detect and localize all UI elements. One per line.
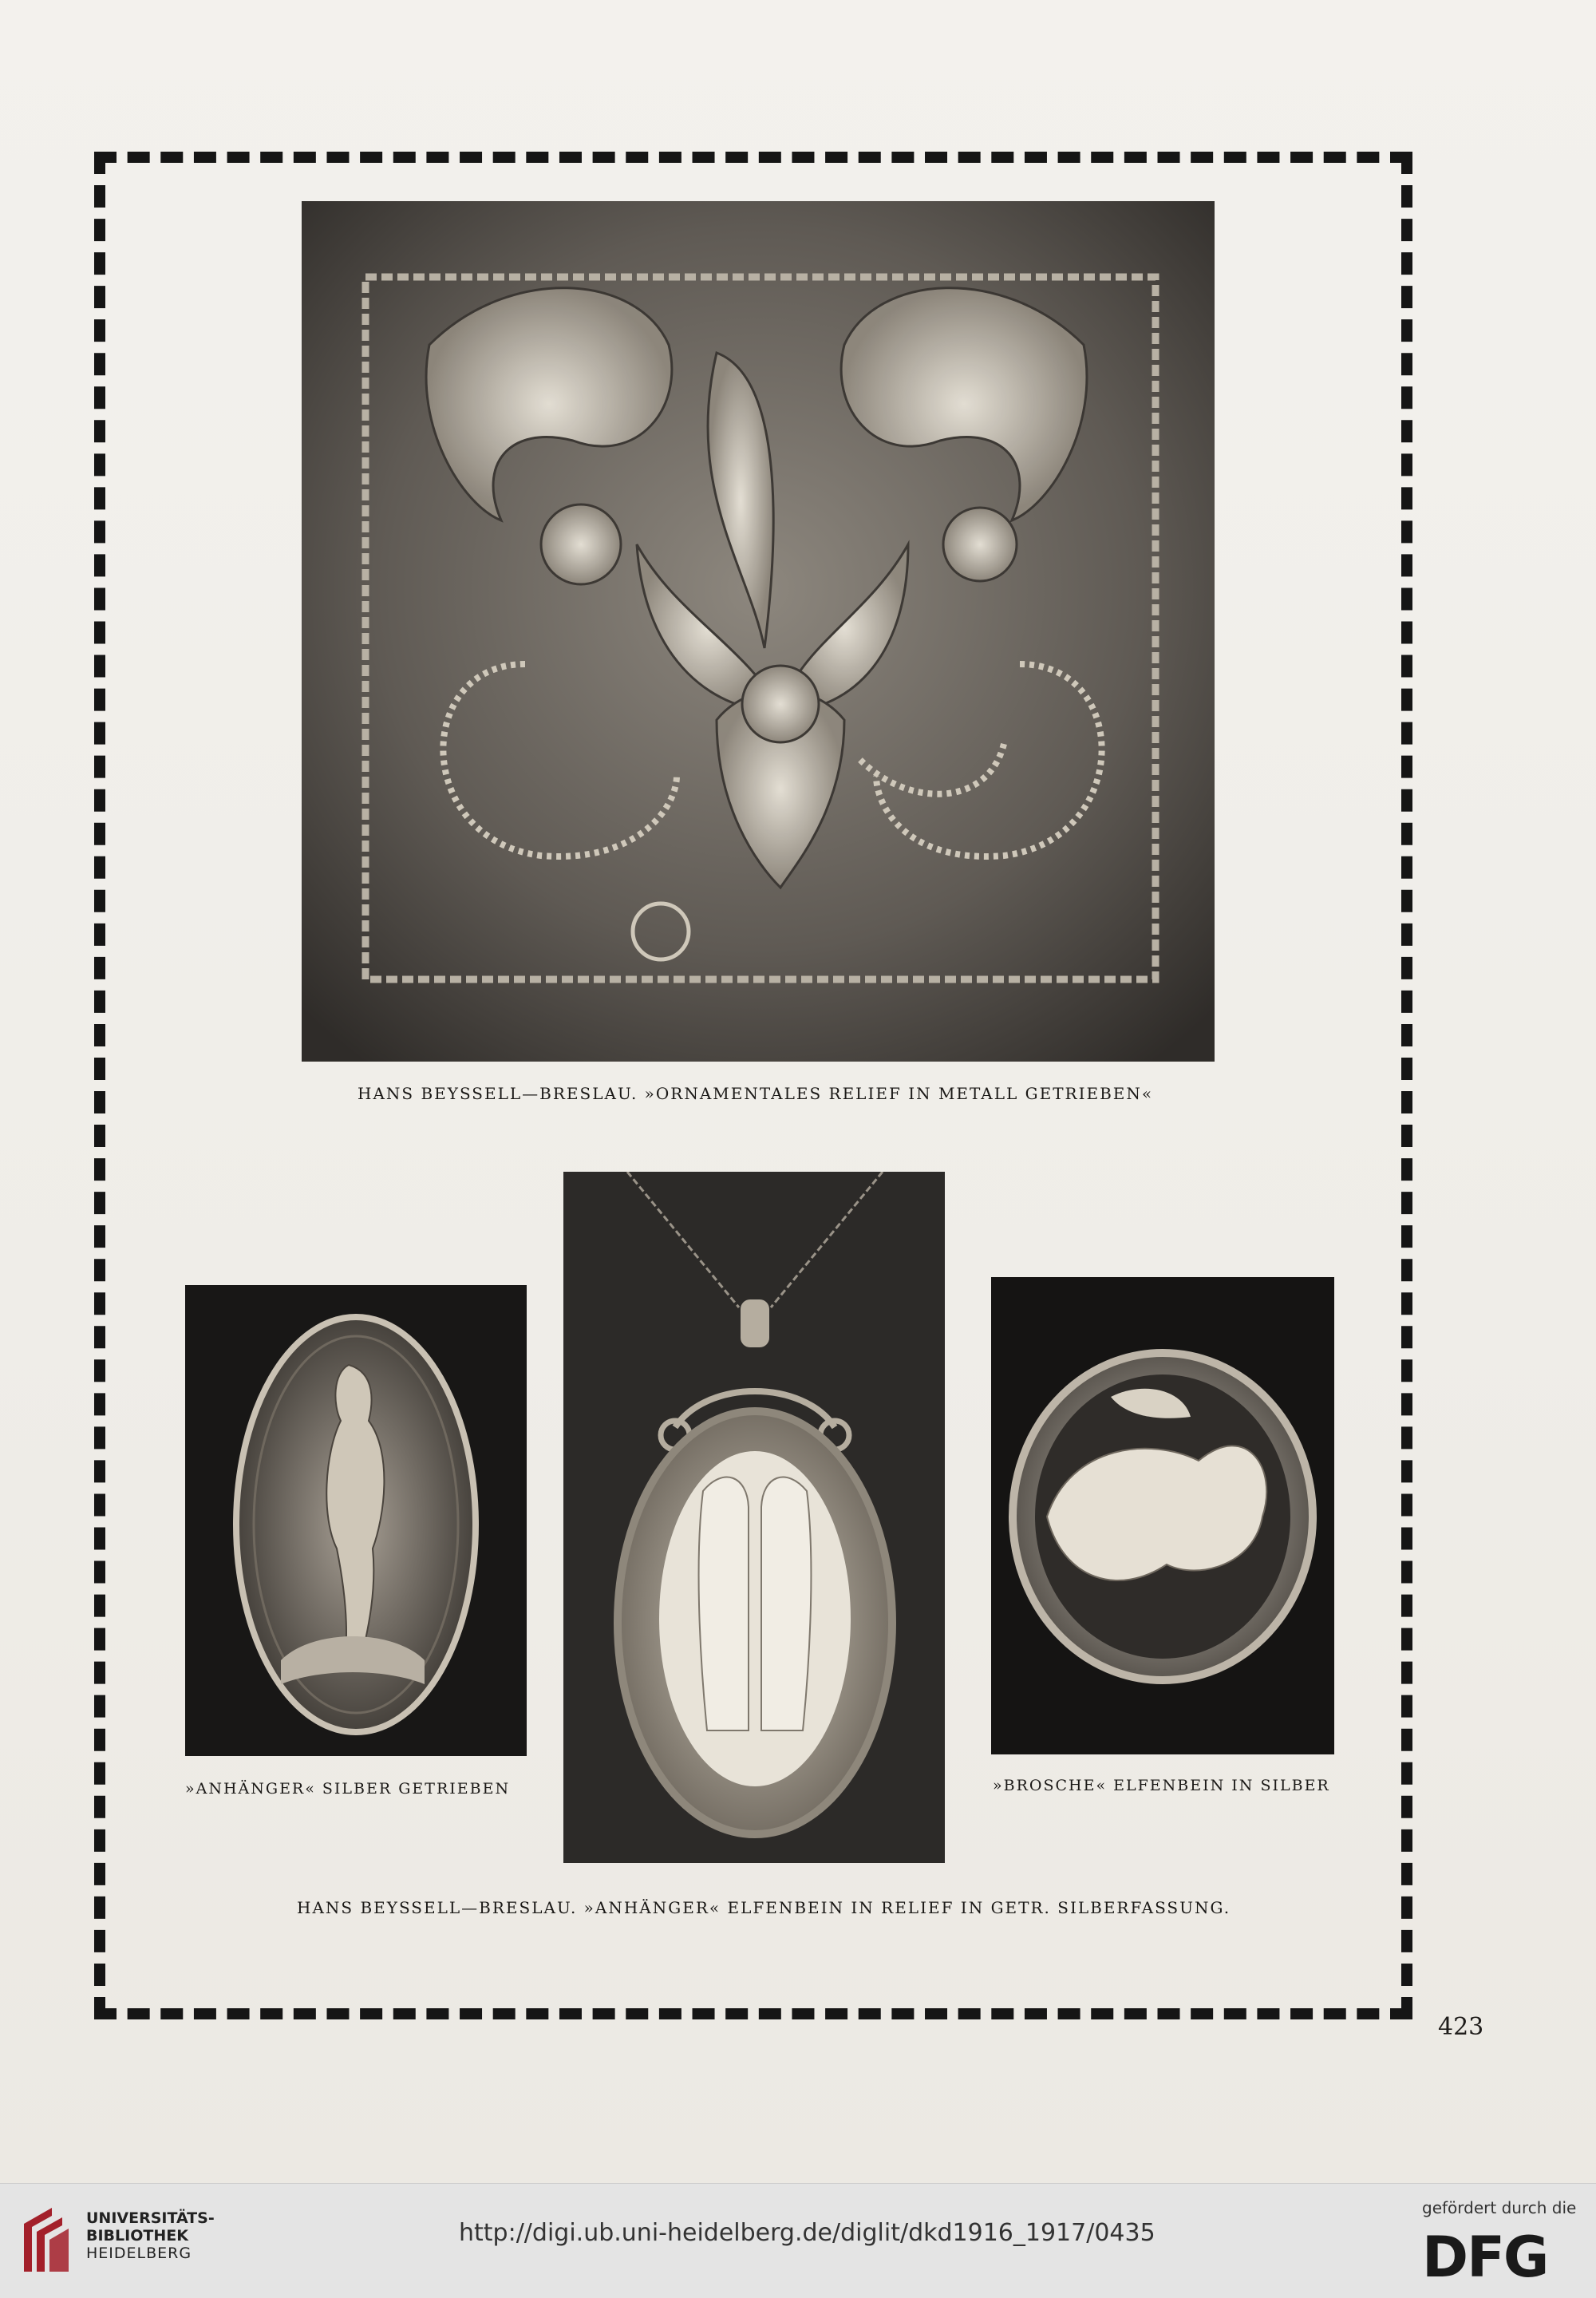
relief-photo (302, 201, 1215, 1062)
left-pendant-photo (185, 1285, 527, 1756)
library-line-1: UNIVERSITÄTS- (86, 2209, 215, 2227)
document-url-link[interactable]: http://digi.ub.uni-heidelberg.de/diglit/dkd1916_1917/0435 (459, 2219, 1156, 2247)
library-line-3: HEIDELBERG (86, 2245, 192, 2262)
left-pendant-caption: »ANHÄNGER« SILBER GETRIEBEN (185, 1780, 511, 1798)
relief-caption: HANS BEYSSELL—BRESLAU. »ORNAMENTALES RELIEF IN METALL GETRIEBEN« (358, 1084, 1154, 1103)
bottom-caption: HANS BEYSSELL—BRESLAU. »ANHÄNGER« ELFENBEIN IN RELIEF IN GETR. SILBERFASSUNG. (297, 1898, 1231, 1917)
dfg-logo[interactable]: DFG (1422, 2225, 1548, 2290)
library-name[interactable] (86, 2209, 215, 2262)
library-logo-icon[interactable] (16, 2200, 72, 2280)
library-line-2: BIBLIOTHEK (86, 2227, 188, 2245)
footer-bar (0, 2183, 1596, 2298)
brooch-caption: »BROSCHE« ELFENBEIN IN SILBER (993, 1777, 1330, 1794)
center-pendant-photo (563, 1172, 945, 1863)
support-text: gefördert durch die (1422, 2198, 1577, 2217)
brooch-photo (991, 1277, 1334, 1754)
page-number: 423 (1438, 2013, 1484, 2041)
